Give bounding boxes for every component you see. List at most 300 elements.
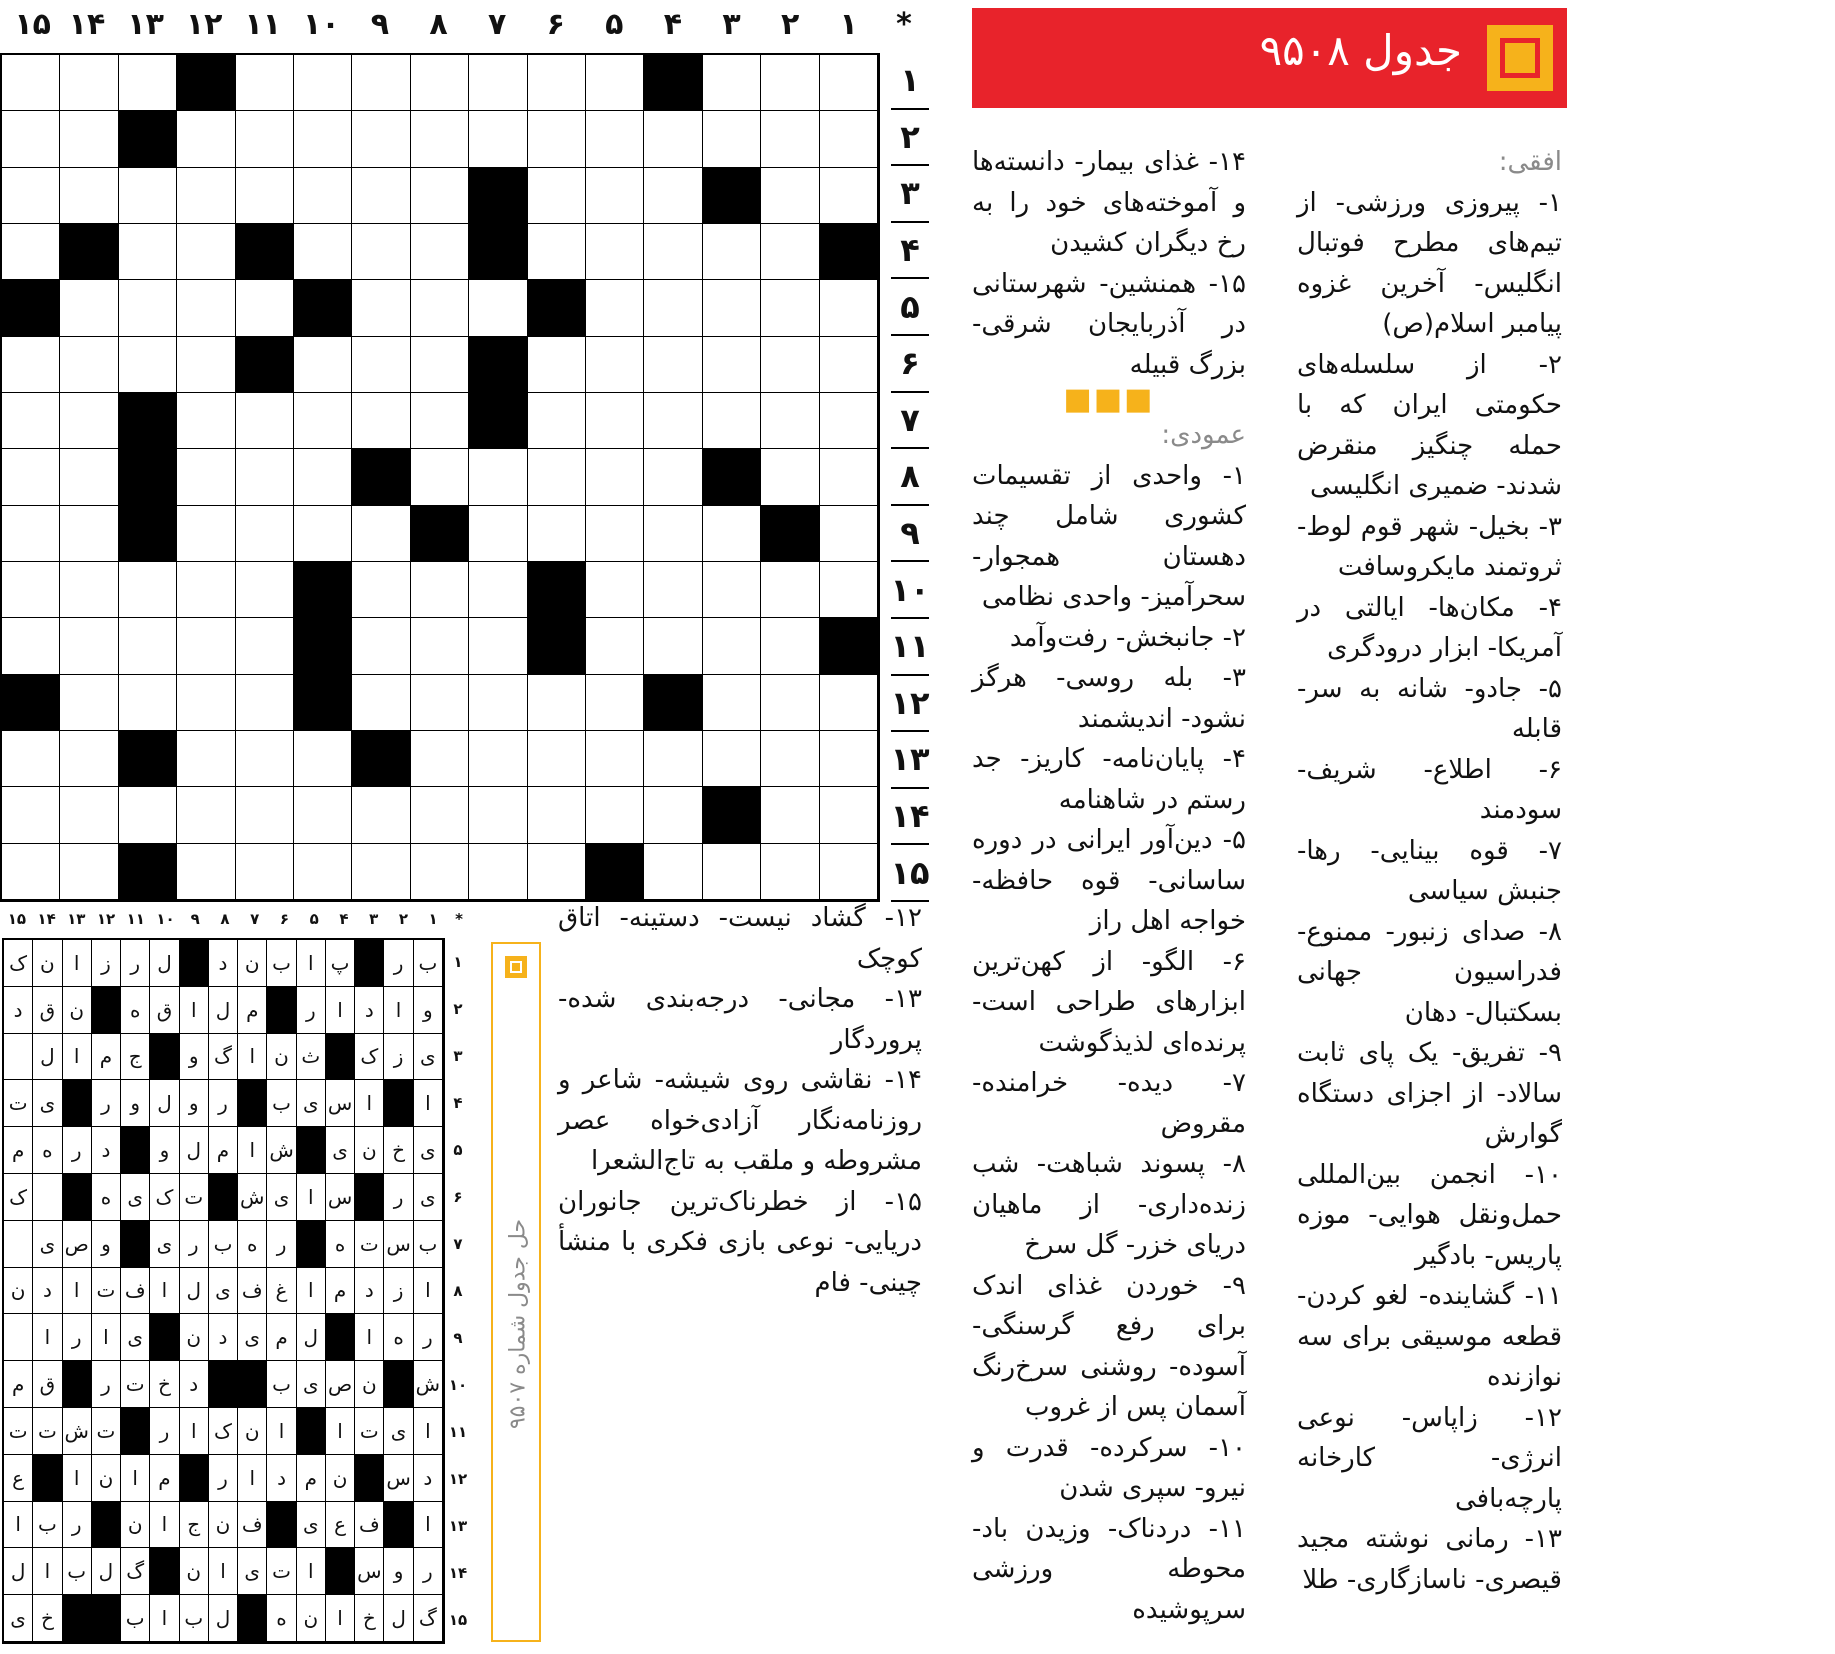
- solution-letter: ش: [238, 1174, 267, 1221]
- solution-letter: د: [209, 1314, 238, 1361]
- solution-letter: س: [326, 1174, 355, 1221]
- solution-letter: خ: [384, 1127, 413, 1174]
- solution-letter: ل: [384, 1595, 413, 1642]
- grid-cell: [820, 787, 878, 843]
- row-number: ۱۵: [891, 845, 929, 902]
- grid-cell: [411, 393, 469, 449]
- solution-letter: د: [267, 1455, 296, 1502]
- block-cell: [236, 224, 294, 280]
- grid-cell: [294, 506, 352, 562]
- grid-cell: [469, 449, 527, 505]
- solution-block-cell: [121, 1127, 150, 1174]
- solution-letter: ک: [355, 1034, 384, 1081]
- solution-letter: ت: [4, 1408, 33, 1455]
- solution-letter: ج: [121, 1034, 150, 1081]
- grid-cell: [177, 393, 235, 449]
- solution-letter: م: [297, 1455, 326, 1502]
- solution-letter: گ: [414, 1595, 443, 1642]
- solution-letter: ب: [180, 1595, 209, 1642]
- grid-cell: [644, 787, 702, 843]
- solution-letter: ب: [414, 1221, 443, 1268]
- solution-letter: ر: [209, 1080, 238, 1127]
- clue-text: ۱۱- دردناک- وزیدن باد- محوطه ورزشی سرپوشیده: [972, 1513, 1246, 1625]
- clue-text: ۴- پایان‌نامه- کاریز- جد رستم در شاهنامه: [972, 744, 1246, 815]
- grid-cell: [60, 787, 118, 843]
- solution-letter: ی: [238, 1548, 267, 1595]
- solution-letter: ب: [209, 1221, 238, 1268]
- solution-block-cell: [63, 1595, 92, 1642]
- solution-letter: ن: [238, 940, 267, 987]
- grid-cell: [761, 675, 819, 731]
- grid-cell: [528, 111, 586, 167]
- clues-column-right: [1297, 142, 1562, 1600]
- block-cell: [177, 55, 235, 111]
- grid-cell: [60, 280, 118, 336]
- solution-row-number: ۱۰: [448, 1376, 468, 1395]
- grid-cell: [60, 618, 118, 674]
- title-bar: [972, 8, 1567, 108]
- solution-letter: ی: [33, 1221, 62, 1268]
- solution-label: حل جدول شماره ۹۵۰۷: [505, 1218, 531, 1430]
- block-cell: [528, 618, 586, 674]
- grid-cell: [644, 111, 702, 167]
- grid-cell: [586, 506, 644, 562]
- column-number: ۱۳: [127, 7, 164, 42]
- solution-letter: ن: [180, 1314, 209, 1361]
- grid-cell: [119, 562, 177, 618]
- solution-letter: ل: [150, 940, 179, 987]
- solution-letter: ن: [63, 987, 92, 1034]
- solution-letter: م: [92, 1034, 121, 1081]
- solution-letter: ا: [33, 1548, 62, 1595]
- grid-cell: [528, 675, 586, 731]
- grid-cell: [236, 506, 294, 562]
- grid-cell: [2, 506, 60, 562]
- block-cell: [644, 675, 702, 731]
- clue-heading: افقی:: [1498, 147, 1562, 177]
- solution-letter: ه: [33, 1127, 62, 1174]
- solution-row-number: ۲: [453, 999, 463, 1018]
- solution-letter: ا: [267, 1408, 296, 1455]
- solution-grid: [2, 938, 445, 1644]
- block-cell: [352, 449, 410, 505]
- solution-block-cell: [297, 1127, 326, 1174]
- grid-cell: [352, 111, 410, 167]
- solution-block-cell: [150, 1034, 179, 1081]
- solution-letter: س: [355, 1548, 384, 1595]
- row-number: ۴: [891, 223, 929, 280]
- block-cell: [469, 168, 527, 224]
- block-cell: [294, 618, 352, 674]
- grid-cell: [586, 787, 644, 843]
- block-cell: [469, 224, 527, 280]
- solution-block-cell: [238, 1595, 267, 1642]
- grid-cell: [761, 449, 819, 505]
- solution-letter: [4, 1221, 33, 1268]
- grid-cell: [119, 618, 177, 674]
- solution-letter: ا: [121, 1455, 150, 1502]
- grid-cell: [820, 55, 878, 111]
- solution-letter: ر: [267, 1221, 296, 1268]
- grid-cell: [820, 675, 878, 731]
- grid-cell: [586, 280, 644, 336]
- grid-cell: [469, 787, 527, 843]
- grid-cell: [2, 449, 60, 505]
- grid-cell: [294, 111, 352, 167]
- solution-letter: ی: [209, 1268, 238, 1315]
- solution-row-number: ۷: [453, 1234, 463, 1253]
- grid-cell: [411, 675, 469, 731]
- solution-letter: ر: [63, 1127, 92, 1174]
- block-cell: [703, 168, 761, 224]
- solution-letter: ص: [63, 1221, 92, 1268]
- solution-letter: د: [355, 987, 384, 1034]
- solution-letter: ی: [121, 1174, 150, 1221]
- column-number: ۴: [663, 7, 683, 42]
- row-number: ۱۲: [891, 676, 929, 733]
- grid-cell: [528, 55, 586, 111]
- grid-cell: [469, 506, 527, 562]
- solution-letter: م: [238, 987, 267, 1034]
- solution-letter: ا: [297, 940, 326, 987]
- solution-block-cell: [238, 1080, 267, 1127]
- solution-letter: گ: [209, 1034, 238, 1081]
- solution-letter: ا: [355, 1080, 384, 1127]
- solution-letter: ن: [326, 1455, 355, 1502]
- solution-letter: م: [4, 1127, 33, 1174]
- solution-letter: گ: [121, 1548, 150, 1595]
- grid-cell: [60, 506, 118, 562]
- solution-row-number: ۸: [453, 1281, 463, 1300]
- block-cell: [119, 506, 177, 562]
- solution-letter: ن: [267, 1034, 296, 1081]
- grid-cell: [352, 675, 410, 731]
- solution-label-box: [491, 942, 541, 1642]
- solution-letter: خ: [150, 1361, 179, 1408]
- grid-cell: [820, 168, 878, 224]
- grid-cell: [294, 393, 352, 449]
- solution-column-number: ۶: [279, 910, 290, 928]
- solution-column-number: ۱۰: [156, 910, 175, 928]
- grid-cell: [586, 111, 644, 167]
- solution-letter: ت: [355, 1221, 384, 1268]
- grid-cell: [236, 787, 294, 843]
- solution-letter: ل: [150, 1080, 179, 1127]
- grid-cell: [236, 675, 294, 731]
- block-cell: [2, 280, 60, 336]
- solution-letter: ر: [297, 987, 326, 1034]
- solution-letter: ک: [4, 940, 33, 987]
- solution-letter: م: [150, 1455, 179, 1502]
- solution-letter: ا: [150, 1502, 179, 1549]
- grid-cell: [528, 168, 586, 224]
- solution-letter: ا: [414, 1502, 443, 1549]
- solution-letter: ز: [384, 1268, 413, 1315]
- solution-block-cell: [384, 1361, 413, 1408]
- grid-cell: [352, 224, 410, 280]
- grid-cell: [703, 844, 761, 900]
- grid-cell: [820, 562, 878, 618]
- grid-cell: [60, 55, 118, 111]
- solution-letter: ی: [4, 1595, 33, 1642]
- row-number: ۳: [891, 166, 929, 223]
- solution-block-cell: [121, 1408, 150, 1455]
- grid-cell: [177, 844, 235, 900]
- solution-letter: ب: [267, 1080, 296, 1127]
- solution-letter: د: [414, 1455, 443, 1502]
- solution-column-number: ۹: [190, 910, 200, 928]
- solution-letter: غ: [267, 1268, 296, 1315]
- solution-letter: د: [180, 1361, 209, 1408]
- solution-block-cell: [326, 1548, 355, 1595]
- grid-cell: [60, 844, 118, 900]
- grid-cell: [820, 280, 878, 336]
- block-cell: [411, 506, 469, 562]
- solution-letter: ا: [326, 1595, 355, 1642]
- grid-cell: [2, 787, 60, 843]
- grid-cell: [411, 224, 469, 280]
- solution-column-number: ۱۱: [126, 910, 145, 928]
- solution-row-number: ۱۱: [448, 1423, 468, 1442]
- block-cell: [236, 337, 294, 393]
- grid-cell: [586, 675, 644, 731]
- clue-text: ۱۵- از خطرناک‌ترین جانوران دریایی- نوعی بازی فکری با منشأ چینی- فام: [558, 1186, 922, 1298]
- solution-block-cell: [209, 1174, 238, 1221]
- column-numbers: [0, 2, 930, 47]
- grid-cell: [528, 393, 586, 449]
- solution-letter: ل: [297, 1314, 326, 1361]
- clue-text: ۱- واحدی از تقسیمات کشوری شامل چند دهستان همجوار- سحرآمیز- واحدی نظامی: [972, 460, 1246, 612]
- grid-cell: [177, 787, 235, 843]
- solution-letter: ن: [33, 940, 62, 987]
- solution-letter: ا: [326, 987, 355, 1034]
- solution-letter: ا: [384, 987, 413, 1034]
- grid-cell: [411, 618, 469, 674]
- solution-letter: ه: [267, 1595, 296, 1642]
- grid-cell: [411, 731, 469, 787]
- grid-cell: [60, 562, 118, 618]
- grid-cell: [294, 337, 352, 393]
- column-number: ۱۵: [14, 7, 51, 42]
- solution-block-cell: [326, 1314, 355, 1361]
- clue-text: ۱۰- انجمن بین‌المللی حمل‌ونقل هوایی- موزه پاریس- بادگیر: [1297, 1159, 1562, 1271]
- grid-cell: [352, 618, 410, 674]
- solution-letter: ی: [267, 1174, 296, 1221]
- solution-letter: ا: [209, 1548, 238, 1595]
- solution-letter: ر: [414, 1314, 443, 1361]
- clue-heading: عمودی:: [1161, 420, 1246, 450]
- solution-letter: ا: [180, 1408, 209, 1455]
- solution-letter: ع: [326, 1502, 355, 1549]
- grid-cell: [236, 731, 294, 787]
- corner-mark: *: [896, 7, 912, 42]
- grid-cell: [703, 562, 761, 618]
- grid-cell: [119, 787, 177, 843]
- grid-cell: [236, 55, 294, 111]
- solution-letter: د: [355, 1268, 384, 1315]
- grid-cell: [177, 111, 235, 167]
- solution-letter: ا: [297, 1268, 326, 1315]
- grid-cell: [411, 844, 469, 900]
- grid-cell: [528, 449, 586, 505]
- grid-cell: [294, 224, 352, 280]
- clue-text: ۳- بله روسی- هرگز نشود- اندیشمند: [972, 663, 1246, 734]
- row-number: ۱۴: [891, 789, 929, 846]
- block-cell: [294, 280, 352, 336]
- block-cell: [528, 562, 586, 618]
- solution-letter: ا: [414, 1080, 443, 1127]
- solution-letter: م: [267, 1314, 296, 1361]
- grid-cell: [528, 731, 586, 787]
- clue-text: ۹- تفریق- یک پای ثابت سالاد- از اجزای دستگاه گوارش: [1297, 1038, 1562, 1149]
- grid-cell: [177, 168, 235, 224]
- solution-letter: ا: [4, 1502, 33, 1549]
- solution-block-cell: [92, 987, 121, 1034]
- grid-cell: [528, 787, 586, 843]
- solution-letter: ت: [355, 1408, 384, 1455]
- solution-row-number: ۴: [453, 1093, 463, 1112]
- solution-block-cell: [63, 1174, 92, 1221]
- solution-block-cell: [121, 1221, 150, 1268]
- row-number: ۱۰: [891, 562, 929, 619]
- solution-letter: ا: [92, 1314, 121, 1361]
- grid-cell: [294, 731, 352, 787]
- block-cell: [119, 844, 177, 900]
- grid-cell: [352, 393, 410, 449]
- clue-text: ۱- پیروزی ورزشی- از تیم‌های مطرح فوتبال انگلیس- آخرین غزوه پیامبر اسلام(ص): [1297, 187, 1562, 339]
- solution-letter: و: [180, 1034, 209, 1081]
- grid-cell: [469, 731, 527, 787]
- grid-cell: [2, 618, 60, 674]
- grid-cell: [2, 168, 60, 224]
- row-number: ۱۳: [891, 732, 929, 789]
- solution-letter: ی: [150, 1221, 179, 1268]
- solution-letter: ع: [4, 1455, 33, 1502]
- solution-letter: ف: [121, 1268, 150, 1315]
- grid-cell: [177, 506, 235, 562]
- grid-cell: [820, 506, 878, 562]
- block-cell: [294, 562, 352, 618]
- clue-text: ۵- دین‌آور ایرانی در دوره ساسانی- قوه حافظه- خواجه اهل راز: [972, 825, 1246, 936]
- grid-cell: [119, 675, 177, 731]
- block-cell: [119, 731, 177, 787]
- clue-text: ۸- پسوند شباهت- شب زنده‌داری- از ماهیان دریای خزر- گل سرخ: [972, 1149, 1246, 1260]
- solution-letter: ن: [355, 1127, 384, 1174]
- grid-cell: [586, 55, 644, 111]
- solution-block-cell: [33, 1455, 62, 1502]
- row-number: ۶: [891, 336, 929, 393]
- solution-letter: ز: [384, 1034, 413, 1081]
- solution-block-cell: [297, 1408, 326, 1455]
- column-number: ۱۴: [68, 7, 106, 42]
- grid-cell: [761, 224, 819, 280]
- grid-cell: [761, 280, 819, 336]
- solution-letter: ی: [297, 1080, 326, 1127]
- solution-block-cell: [297, 1221, 326, 1268]
- solution-column-number: ۱۲: [96, 910, 116, 928]
- row-number: ۵: [891, 279, 929, 336]
- clue-text: ۱۴- نقاشی روی شیشه- شاعر و روزنامه‌نگار آزادی‌خواه عصر مشروطه و ملقب به تاج‌الشعرا: [558, 1065, 922, 1176]
- solution-letter: ه: [238, 1221, 267, 1268]
- grid-cell: [820, 449, 878, 505]
- grid-cell: [761, 618, 819, 674]
- grid-cell: [586, 393, 644, 449]
- solution-column-number: ۴: [339, 910, 349, 928]
- grid-cell: [411, 787, 469, 843]
- grid-cell: [528, 506, 586, 562]
- solution-letter: د: [92, 1127, 121, 1174]
- solution-letter: ک: [209, 1408, 238, 1455]
- solution-letter: ر: [180, 1221, 209, 1268]
- clue-text: ۷- قوه بینایی- رها- جنبش سیاسی: [1297, 835, 1562, 906]
- solution-row-number: ۱: [453, 952, 463, 971]
- grid-cell: [644, 393, 702, 449]
- grid-cell: [469, 280, 527, 336]
- grid-cell: [294, 787, 352, 843]
- solution-column-number: ۷: [250, 910, 260, 928]
- grid-cell: [352, 562, 410, 618]
- solution-letter: ی: [121, 1314, 150, 1361]
- solution-letter: ن: [297, 1595, 326, 1642]
- grid-cell: [586, 224, 644, 280]
- solution-row-number: ۵: [453, 1140, 463, 1159]
- clue-text: ۱۳- رمانی نوشته مجید قیصری- ناسازگاری- طلا: [1297, 1524, 1562, 1595]
- grid-cell: [411, 168, 469, 224]
- grid-cell: [60, 111, 118, 167]
- clue-text: ۶- الگو- از کهن‌ترین ابزارهای طراحی است- پرنده‌ای لذیذگوشت: [972, 946, 1246, 1058]
- solution-letter: ب: [121, 1595, 150, 1642]
- clue-text: ۱۱- گشاینده- لغو کردن- قطعه موسیقی برای سه نوازنده: [1297, 1281, 1562, 1392]
- solution-column-number: ۱۵: [7, 910, 26, 928]
- block-cell: [294, 675, 352, 731]
- solution-letter: ن: [4, 1268, 33, 1315]
- grid-cell: [469, 618, 527, 674]
- grid-cell: [469, 55, 527, 111]
- solution-block-cell: [180, 940, 209, 987]
- solution-row-number: ۱۴: [448, 1564, 468, 1583]
- grid-cell: [2, 731, 60, 787]
- solution-letter: ر: [384, 940, 413, 987]
- grid-cell: [586, 618, 644, 674]
- grid-cell: [644, 337, 702, 393]
- solution-letter: ن: [180, 1548, 209, 1595]
- grid-cell: [761, 731, 819, 787]
- grid-cell: [236, 562, 294, 618]
- block-cell: [820, 224, 878, 280]
- solution-letter: ک: [150, 1174, 179, 1221]
- solution-letter: ق: [33, 1361, 62, 1408]
- clue-text: ۳- بخیل- شهر قوم لوط- ثروتمند مایکروسافت: [1297, 511, 1562, 582]
- grid-cell: [352, 280, 410, 336]
- solution-letter: ا: [238, 1455, 267, 1502]
- solution-letter: ث: [297, 1034, 326, 1081]
- solution-letter: ل: [4, 1548, 33, 1595]
- grid-cell: [644, 731, 702, 787]
- grid-cell: [644, 506, 702, 562]
- grid-cell: [2, 844, 60, 900]
- grid-cell: [352, 787, 410, 843]
- solution-letter: ه: [92, 1174, 121, 1221]
- column-number: ۹: [370, 7, 390, 42]
- solution-letter: ف: [355, 1502, 384, 1549]
- solution-letter: [4, 1034, 33, 1081]
- block-cell: [119, 449, 177, 505]
- solution-letter: ل: [209, 1595, 238, 1642]
- solution-letter: ب: [267, 1361, 296, 1408]
- solution-letter: ی: [414, 1174, 443, 1221]
- grid-cell: [703, 618, 761, 674]
- grid-cell: [703, 675, 761, 731]
